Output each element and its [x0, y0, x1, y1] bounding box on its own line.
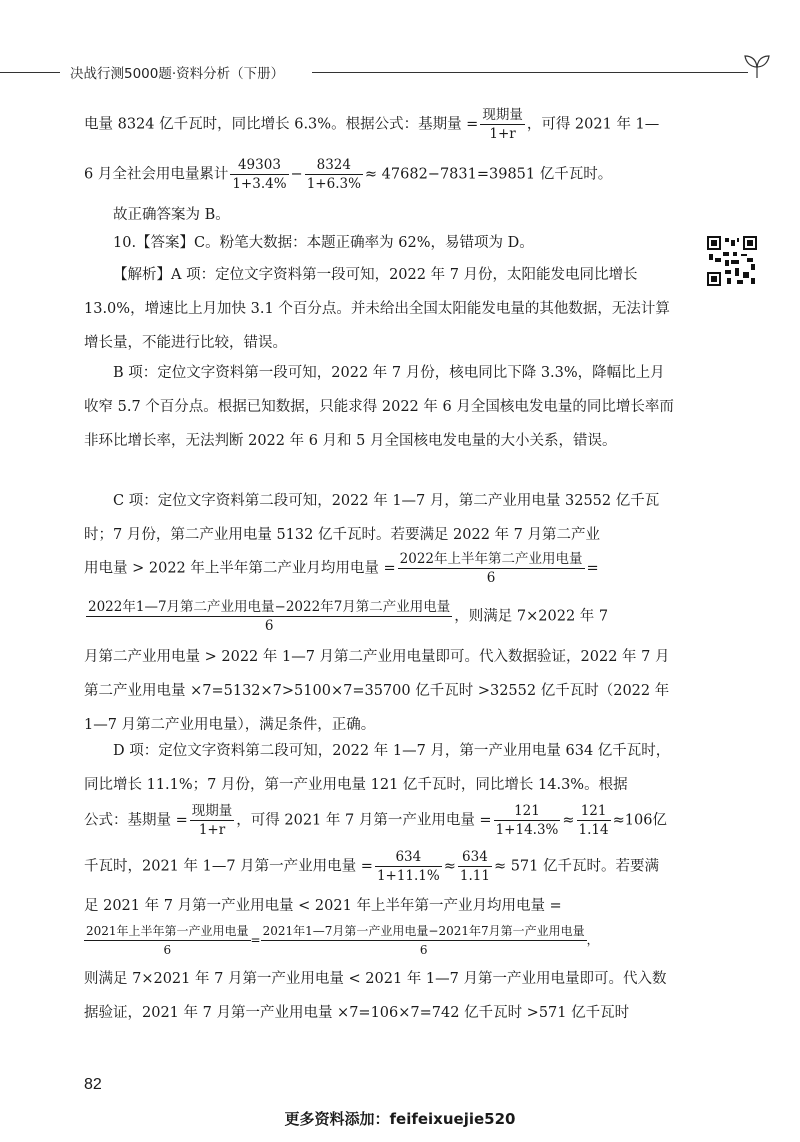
fraction: [261, 922, 587, 959]
text-line-d4: [84, 848, 674, 885]
numerator: 634: [375, 848, 442, 867]
text-line-c3: [84, 550, 674, 587]
fraction: [375, 848, 442, 885]
fraction: [230, 156, 288, 193]
numerator: 现期量: [191, 803, 233, 819]
text-line-d3: [84, 802, 674, 839]
numerator: 121: [494, 802, 561, 821]
text: ，可得 2021 年 1—: [526, 116, 660, 133]
text-line-c4: [84, 598, 674, 635]
text: 电量 8324 亿千瓦时，同比增长 6.3%。根据公式：基期量 =: [84, 116, 479, 133]
header-rule-right: [312, 72, 748, 73]
operator: −: [290, 166, 303, 183]
text: ，: [586, 933, 599, 947]
numerator: 8324: [305, 156, 363, 175]
text: ≈ 47682−7831=39851 亿千瓦时。: [364, 166, 613, 183]
denominator: 1.11: [459, 868, 490, 884]
numerator: 现期量: [482, 107, 523, 123]
denominator: 6: [163, 943, 172, 957]
fraction: [305, 156, 363, 193]
fraction: [86, 598, 452, 635]
text: 6 月全社会用电量累计: [84, 166, 229, 183]
text: ，可得 2021 年 7 月第一产业用电量 =: [236, 812, 492, 829]
explanation-d-continued: 则满足 7×2021 年 7 月第一产业用电量 < 2021 年 1—7 月第一产业用电量即可。代入数据验证，2021 年 7 月第一产业用电量 ×7=106×7=742 亿千瓦时 >571 亿千瓦时: [84, 971, 667, 1021]
denominator: 1+3.4%: [232, 176, 287, 192]
denominator: 6: [419, 943, 428, 957]
footer-note: 更多资料添加：feifeixuejie520: [284, 1110, 516, 1128]
fraction: [494, 802, 561, 839]
numerator: 49303: [230, 156, 288, 175]
denominator: 1+r: [198, 822, 226, 838]
denominator: 1+11.1%: [376, 868, 440, 884]
answer-paragraph: 10.【答案】C。粉笔大数据：本题正确率为 62%，易错项为 D。: [113, 235, 534, 251]
explanation-c-paragraph: C 项：定位文字资料第二段可知，2022 年 1—7 月，第二产业用电量 32552 亿千瓦时；7 月份，第二产业用电量 5132 亿千瓦时。若要满足 2022 年 7 月第二产业: [84, 493, 660, 543]
explanation-d-paragraph: D 项：定位文字资料第二段可知，2022 年 1—7 月，第一产业用电量 634 亿千瓦时，同比增长 11.1%；7 月份，第一产业用电量 121 亿千瓦时，同比增长 14.3%。根据: [84, 743, 671, 793]
text-line-d5: [84, 894, 674, 915]
page-number: 82: [84, 1076, 102, 1093]
text: ≈106亿: [612, 812, 667, 829]
text-line-d6: [84, 922, 674, 959]
fraction: [84, 922, 251, 959]
explanation-a-paragraph: 【解析】A 项：定位文字资料第一段可知，2022 年 7 月份，太阳能发电同比增长 13.0%，增速比上月加快 3.1 个百分点。并未给出全国太阳能发电量的其他数据，无法计算增长量，不能进行比较，错误。: [84, 267, 670, 351]
operator: =: [250, 933, 261, 947]
explanation-b-paragraph: B 项：定位文字资料第一段可知，2022 年 7 月份，核电同比下降 3.3%，降幅比上月收窄 5.7 个百分点。根据已知数据，只能求得 2022 年 6 月全国核电发电量的同比增长率而非环比增长率，无法判断 2022 年 6 月和 5 月全国核电发电量的大小关系，错误。: [84, 365, 674, 449]
fraction: [480, 106, 525, 143]
fraction: [458, 848, 492, 885]
denominator: 1.14: [578, 822, 609, 838]
text: ≈ 571 亿千瓦时。若要满: [493, 858, 659, 875]
text: ，则满足 7×2022 年 7: [454, 608, 609, 625]
numerator: 2021年1—7月第一产业用电量−2021年7月第一产业用电量: [261, 922, 587, 941]
qr-code-icon[interactable]: [707, 236, 757, 286]
fraction: [398, 550, 585, 587]
text: 足 2021 年 7 月第一产业用电量 < 2021 年上半年第一产业月均用电量 =: [84, 898, 562, 914]
operator: ≈: [562, 812, 575, 829]
header-rule-left: [0, 72, 60, 73]
fraction: [577, 802, 611, 839]
denominator: 6: [264, 618, 274, 634]
explanation-c-continued: 月第二产业用电量 > 2022 年 1—7 月第二产业用电量即可。代入数据验证，2022 年 7 月第二产业用电量 ×7=5132×7>5100×7=35700 亿千瓦时 >32552 亿千瓦时（2022 年 1—7 月第二产业用电量），满足条件，正确。: [84, 649, 670, 733]
operator: =: [586, 560, 599, 577]
running-header-title: 决战行测5000题·资料分析（下册）: [70, 66, 285, 82]
numerator: 2021年上半年第一产业用电量: [84, 922, 251, 941]
text: 公式：基期量 =: [84, 812, 188, 829]
fraction: [190, 802, 235, 839]
numerator: 121: [577, 802, 611, 821]
numerator: 2022年上半年第二产业用电量: [399, 551, 583, 567]
operator: ≈: [443, 858, 456, 875]
text: 千瓦时，2021 年 1—7 月第一产业用电量 =: [84, 858, 373, 875]
numerator: 634: [458, 848, 492, 867]
text-line-1: [84, 106, 674, 143]
conclusion-paragraph: 故正确答案为 B。: [113, 207, 230, 223]
denominator: 1+r: [489, 126, 516, 142]
text-line-2: [84, 156, 674, 193]
denominator: 1+14.3%: [495, 822, 559, 838]
numerator: 2022年1—7月第二产业用电量−2022年7月第二产业用电量: [88, 599, 451, 615]
denominator: 6: [486, 570, 496, 586]
sprout-icon: [740, 54, 774, 78]
text: 用电量 > 2022 年上半年第二产业月均用电量 =: [84, 560, 396, 577]
denominator: 1+6.3%: [306, 176, 361, 192]
